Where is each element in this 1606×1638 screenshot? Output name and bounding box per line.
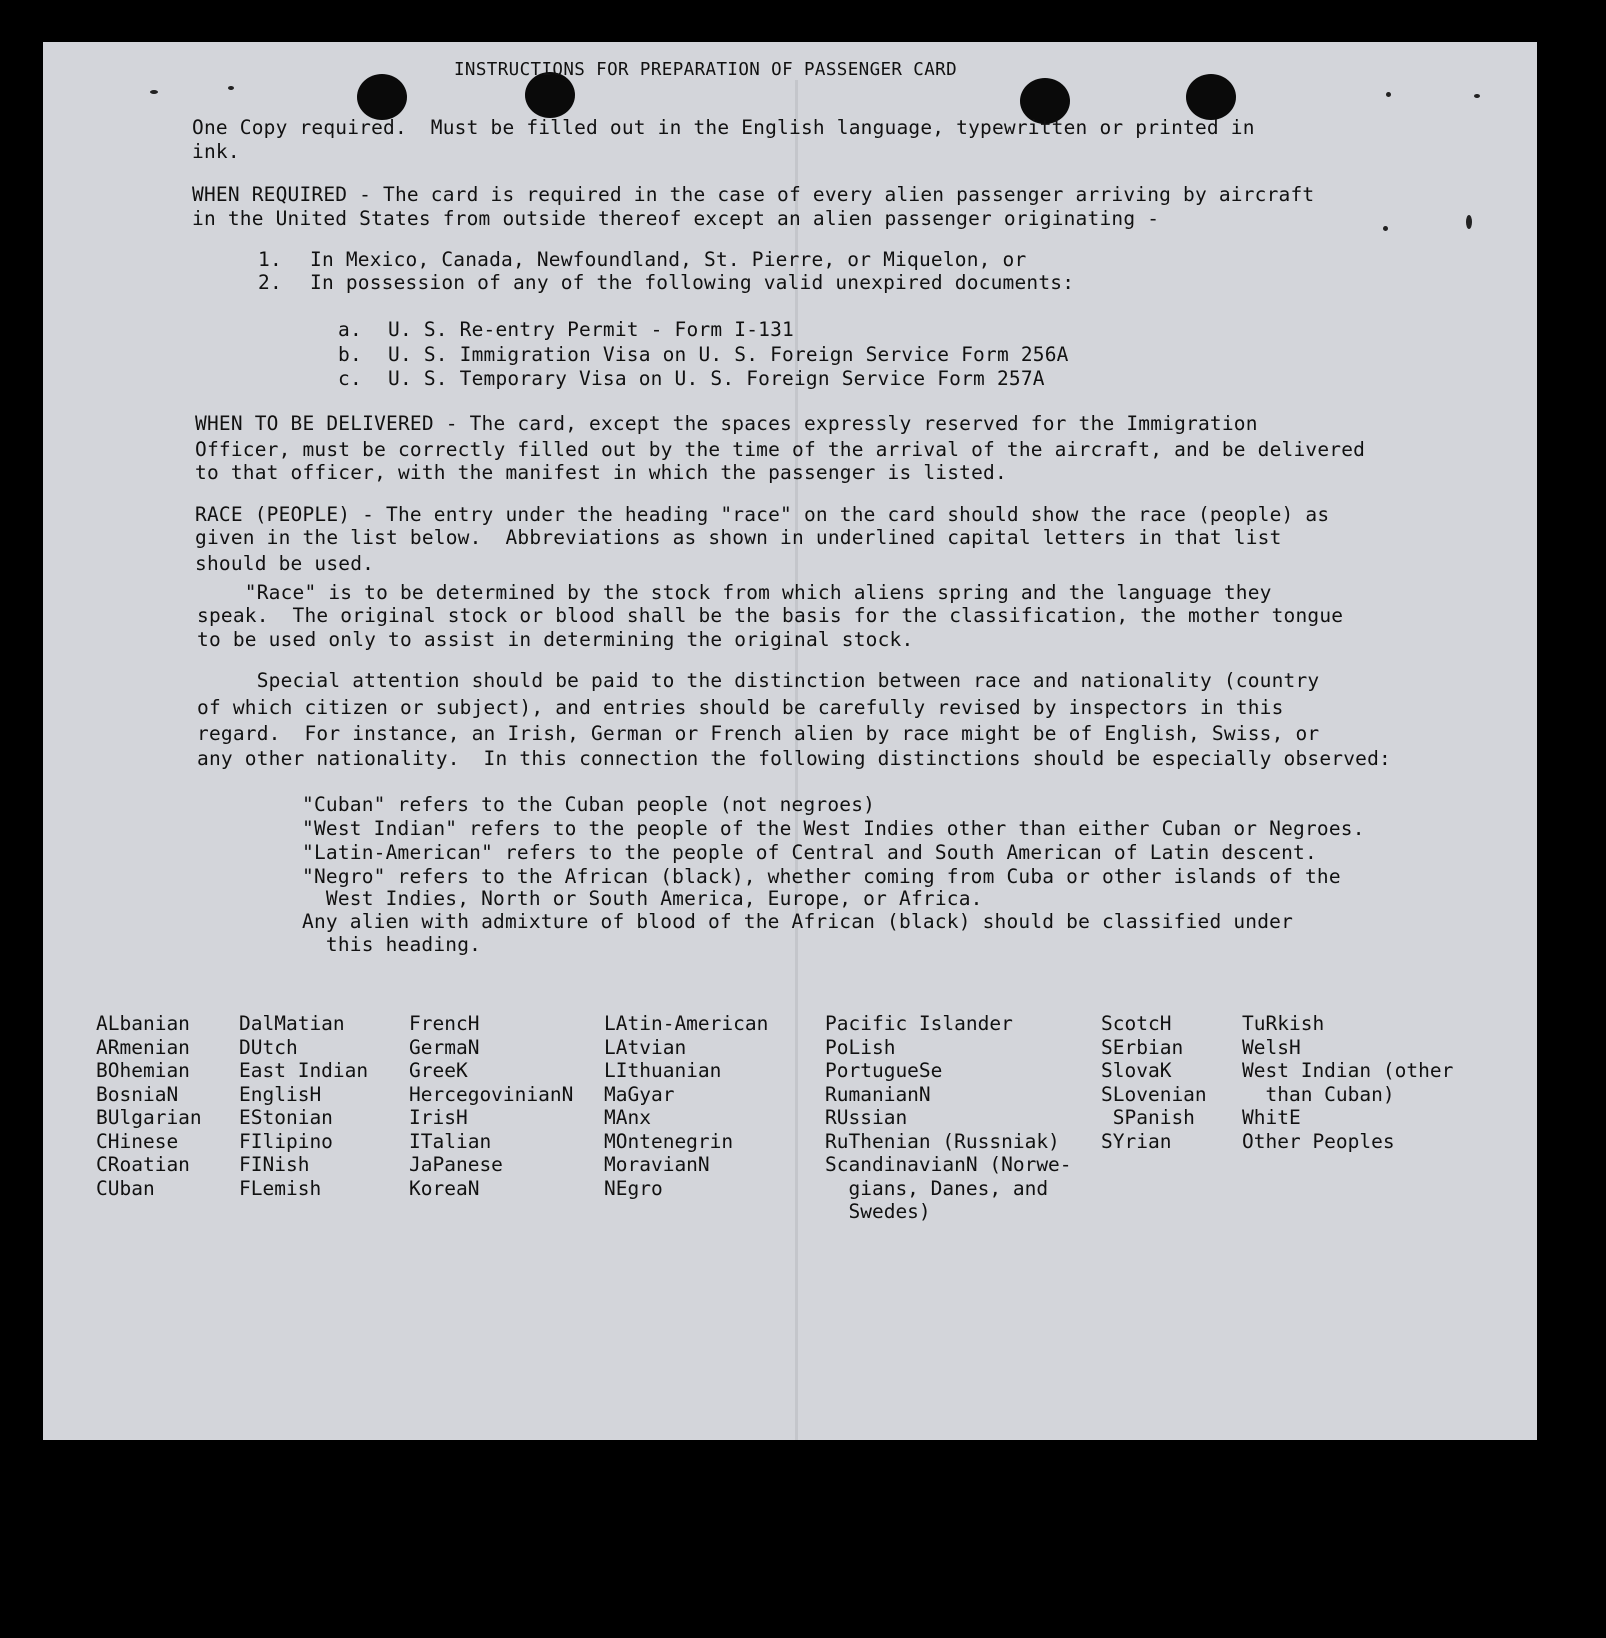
race-list-column-1 xyxy=(96,1012,202,1200)
race-entry: CHinese xyxy=(96,1129,179,1153)
race-entry: NEgro xyxy=(604,1176,663,1200)
document-text: U. S. Temporary Visa on U. S. Foreign Service Form 257A xyxy=(388,367,1045,390)
when-required-line-2: in the United States from outside thereof except an alien passenger originating - xyxy=(192,207,1160,230)
race-entry: gians, Danes, and xyxy=(825,1176,1049,1200)
race-paragraph-line: should be used. xyxy=(195,552,375,575)
race-paragraph-line: "Race" is to be determined by the stock from which aliens spring and the language they xyxy=(197,581,1272,604)
document-text: U. S. Re-entry Permit - Form I-131 xyxy=(388,318,794,341)
race-entry: LAtin-American xyxy=(604,1012,769,1035)
punch-hole-4 xyxy=(1186,74,1236,120)
distinction-line: "Cuban" refers to the Cuban people (not negroes) xyxy=(302,793,876,816)
condition-number: 1. xyxy=(258,248,282,271)
race-entry: ARmenian xyxy=(96,1035,190,1059)
race-entry: MaGyar xyxy=(604,1082,675,1106)
race-list-column-2 xyxy=(239,1012,368,1200)
ink-speck xyxy=(1466,215,1472,229)
race-entry: SErbian xyxy=(1101,1035,1184,1059)
ink-speck xyxy=(150,90,158,94)
race-entry: Swedes) xyxy=(825,1200,931,1223)
punch-hole-1 xyxy=(357,74,407,120)
when-delivered-line-2: Officer, must be correctly filled out by the time of the arrival of the aircraft, and be delivered xyxy=(195,438,1366,461)
race-paragraph-line: given in the list below. Abbreviations as shown in underlined capital letters in that list xyxy=(195,526,1282,549)
when-delivered-line-1: WHEN TO BE DELIVERED - The card, except the spaces expressly reserved for the Immigration xyxy=(195,412,1258,435)
race-entry: ALbanian xyxy=(96,1012,190,1035)
document-text: U. S. Immigration Visa on U. S. Foreign Service Form 256A xyxy=(388,343,1069,366)
race-entry: PoLish xyxy=(825,1035,896,1059)
distinction-line: this heading. xyxy=(302,933,482,956)
intro-line-1: One Copy required. Must be filled out in the English language, typewritten or printed in xyxy=(192,116,1255,139)
distinction-line: "Latin-American" refers to the people of Central and South American of Latin descent. xyxy=(302,841,1317,864)
race-entry: DUtch xyxy=(239,1035,298,1059)
race-entry: MoravianN xyxy=(604,1153,710,1176)
race-entry: LIthuanian xyxy=(604,1059,722,1082)
condition-text: In possession of any of the following valid unexpired documents: xyxy=(310,271,1075,294)
race-entry: FIlipino xyxy=(239,1129,333,1153)
race-paragraph-line: to be used only to assist in determining the original stock. xyxy=(197,628,914,651)
race-entry: Pacific Islander xyxy=(825,1012,1013,1035)
race-entry: BUlgarian xyxy=(96,1106,202,1129)
race-entry: KoreaN xyxy=(409,1176,480,1200)
race-entry: West Indian (other xyxy=(1242,1059,1454,1082)
race-entry: JaPanese xyxy=(409,1153,503,1176)
document-letter: a. xyxy=(338,318,362,341)
race-entry: IrisH xyxy=(409,1106,468,1129)
race-entry: Other Peoples xyxy=(1242,1129,1395,1153)
race-entry: ScotcH xyxy=(1101,1012,1172,1035)
race-entry: FLemish xyxy=(239,1176,322,1200)
race-entry: CRoatian xyxy=(96,1153,190,1176)
race-paragraph-line: Special attention should be paid to the distinction between race and nationality (country xyxy=(197,669,1320,692)
race-entry: ScandinavianN (Norwe- xyxy=(825,1153,1072,1176)
race-list-column-5 xyxy=(825,1012,1072,1224)
race-entry: SLovenian xyxy=(1101,1082,1207,1106)
race-entry: BOhemian xyxy=(96,1059,190,1082)
race-paragraph-line: speak. The original stock or blood shall be the basis for the classification, the mother tongue xyxy=(197,604,1344,627)
race-paragraph-line: regard. For instance, an Irish, German or French alien by race might be of English, Swiss, or xyxy=(197,722,1320,745)
race-entry: FINish xyxy=(239,1153,310,1176)
race-entry: SYrian xyxy=(1101,1129,1172,1153)
intro-line-2: ink. xyxy=(192,140,240,163)
race-paragraph-line: any other nationality. In this connection the following distinctions should be especially observed: xyxy=(197,747,1391,770)
race-paragraph-line: RACE (PEOPLE) - The entry under the heading "race" on the card should show the race (people) as xyxy=(195,503,1330,526)
race-list-column-3 xyxy=(409,1012,573,1200)
race-entry: GermaN xyxy=(409,1035,480,1059)
race-entry: SPanish xyxy=(1101,1106,1195,1129)
race-entry: WhitE xyxy=(1242,1106,1301,1129)
race-entry: TuRkish xyxy=(1242,1012,1325,1035)
race-entry: RUssian xyxy=(825,1106,908,1129)
ink-speck xyxy=(228,86,234,90)
race-entry: WelsH xyxy=(1242,1035,1301,1059)
distinction-line: West Indies, North or South America, Europe, or Africa. xyxy=(302,887,983,910)
distinction-line: "Negro" refers to the African (black), whether coming from Cuba or other islands of the xyxy=(302,865,1341,888)
race-entry: RumanianN xyxy=(825,1082,931,1106)
race-entry: DalMatian xyxy=(239,1012,345,1035)
race-entry: RuThenian (Russniak) xyxy=(825,1129,1060,1153)
ink-speck xyxy=(1386,92,1391,97)
race-list-column-6 xyxy=(1101,1012,1207,1153)
race-entry: HercegovinianN xyxy=(409,1082,574,1106)
race-entry: LAtvian xyxy=(604,1035,687,1059)
document-letter: b. xyxy=(338,343,362,366)
race-entry: FrencH xyxy=(409,1012,480,1035)
race-list-column-7 xyxy=(1242,1012,1453,1153)
condition-text: In Mexico, Canada, Newfoundland, St. Pierre, or Miquelon, or xyxy=(310,248,1027,271)
race-entry: GreeK xyxy=(409,1059,468,1082)
race-entry: ITalian xyxy=(409,1129,492,1153)
ink-speck xyxy=(1383,226,1388,231)
distinction-line: Any alien with admixture of blood of the African (black) should be classified under xyxy=(302,910,1294,933)
page-title: INSTRUCTIONS FOR PREPARATION OF PASSENGER CARD xyxy=(454,60,958,80)
ink-speck xyxy=(1474,94,1480,98)
distinction-line: "West Indian" refers to the people of the West Indies other than either Cuban or Negroes. xyxy=(302,817,1365,840)
race-list-column-4 xyxy=(604,1012,768,1200)
race-entry: MAnx xyxy=(604,1106,651,1129)
race-entry: CUban xyxy=(96,1176,155,1200)
race-entry: PortugueSe xyxy=(825,1059,943,1082)
condition-number: 2. xyxy=(258,271,282,294)
when-delivered-line-3: to that officer, with the manifest in which the passenger is listed. xyxy=(195,461,1007,484)
race-entry: than Cuban) xyxy=(1242,1082,1395,1106)
race-entry: EnglisH xyxy=(239,1082,322,1106)
race-entry: MOntenegrin xyxy=(604,1129,734,1153)
race-entry: BosniaN xyxy=(96,1082,179,1106)
document-letter: c. xyxy=(338,367,362,390)
when-required-line-1: WHEN REQUIRED - The card is required in the case of every alien passenger arriving by aircraft xyxy=(192,183,1315,206)
race-entry: SlovaK xyxy=(1101,1059,1172,1082)
race-paragraph-line: of which citizen or subject), and entries should be carefully revised by inspectors in this xyxy=(197,696,1284,719)
race-entry: EStonian xyxy=(239,1106,333,1129)
race-entry: East Indian xyxy=(239,1059,369,1082)
